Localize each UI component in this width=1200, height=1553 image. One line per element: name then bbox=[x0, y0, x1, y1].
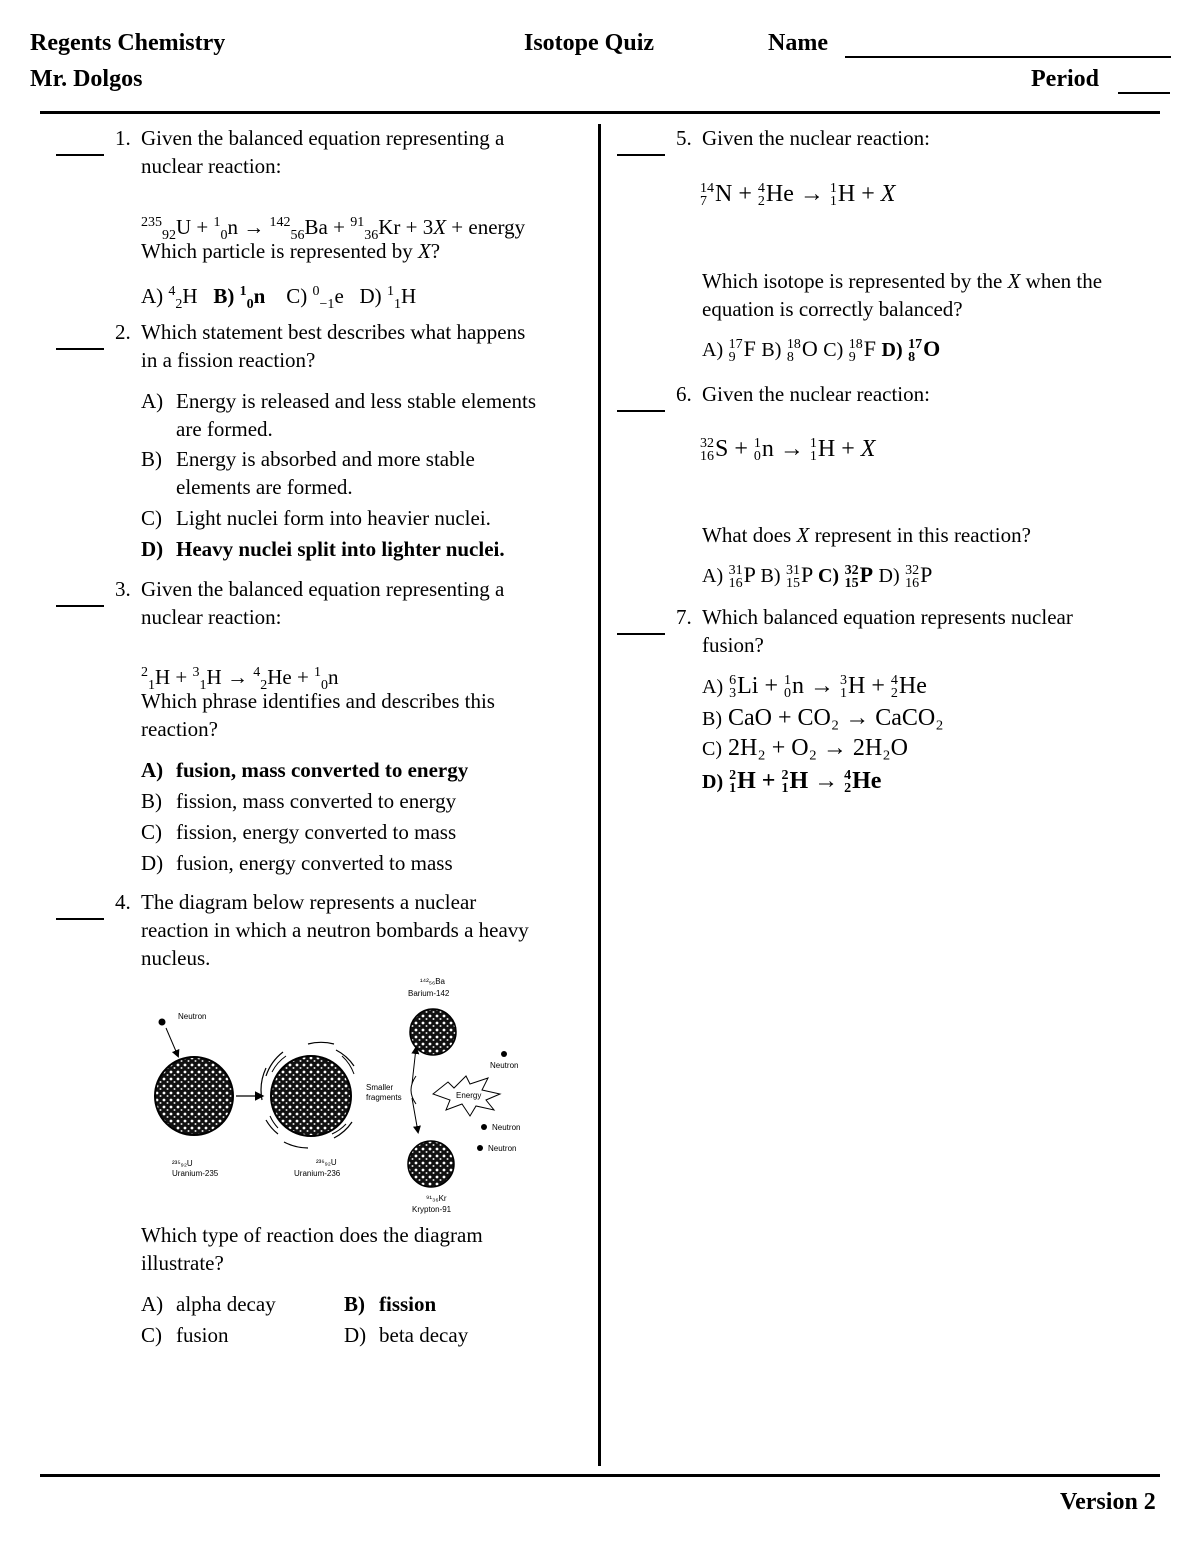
q3-text-line1: Given the balanced equation representing a bbox=[141, 577, 505, 601]
name-label: Name bbox=[768, 30, 828, 56]
q4-choice-d-label[interactable]: D) bbox=[344, 1323, 367, 1347]
q1-text-line2: nuclear reaction: bbox=[141, 154, 282, 178]
q2-choice-a-line2[interactable]: are formed. bbox=[176, 417, 273, 441]
q1-choices bbox=[141, 278, 416, 319]
q5-choice-a[interactable]: A) 17 9 F bbox=[702, 336, 756, 365]
q4-choice-a-label[interactable]: A) bbox=[141, 1292, 164, 1316]
question-number: 7. bbox=[676, 605, 692, 629]
q1-choice-c[interactable]: C) $^0_{-1}$e bbox=[286, 284, 344, 313]
question-number: 6. bbox=[676, 382, 692, 406]
q2-choice-c-label[interactable]: C) bbox=[141, 506, 162, 530]
neutron-label: Neutron bbox=[492, 1123, 521, 1132]
q6-question: What does X represent in this reaction? bbox=[702, 523, 1031, 547]
q4-choice-b-label[interactable]: B) bbox=[344, 1292, 365, 1316]
ba142-symbol: ¹⁴²₅₆Ba bbox=[420, 977, 445, 986]
fission-diagram bbox=[148, 972, 543, 1217]
q5-choices bbox=[702, 334, 940, 365]
q6-choice-c[interactable]: C) 32 15 P bbox=[817, 562, 874, 591]
q1-equation: $^{235}_{92}$U + $^1_0$n → $^{142}_{56}$Ba + $^{91}_{36}$Kr + 3X + energy bbox=[141, 215, 526, 244]
q5-question-line2: equation is correctly balanced? bbox=[702, 297, 963, 321]
barium-142-nucleus bbox=[410, 1009, 456, 1055]
q3-choice-c-label[interactable]: C) bbox=[141, 820, 162, 844]
q3-choice-a[interactable]: fusion, mass converted to energy bbox=[176, 758, 469, 782]
answer-blank-6[interactable] bbox=[617, 410, 665, 412]
q6-choices bbox=[702, 560, 932, 591]
q3-choice-b[interactable]: fission, mass converted to energy bbox=[176, 789, 457, 813]
q2-choice-b-line1[interactable]: Energy is absorbed and more stable bbox=[176, 447, 475, 471]
question-number: 4. bbox=[115, 890, 131, 914]
u235-label: Uranium-235 bbox=[172, 1169, 219, 1178]
q6-text-line1: Given the nuclear reaction: bbox=[702, 382, 930, 406]
q2-choice-b-line2[interactable]: elements are formed. bbox=[176, 475, 353, 499]
q5-equation: 14 7 N + 4 2 He → 1 1 H + X bbox=[700, 181, 896, 210]
neutron-particle bbox=[477, 1145, 483, 1151]
q7-choice-a[interactable]: A) 6 3 Li + 1 0 n → 3 1 H + 4 2 He bbox=[702, 673, 927, 702]
q6-choice-a[interactable]: A) 31 16 P bbox=[702, 562, 756, 591]
neutron-particle bbox=[481, 1124, 487, 1130]
energy-label: Energy bbox=[456, 1091, 482, 1100]
q2-choice-b-label[interactable]: B) bbox=[141, 447, 162, 471]
answer-blank-7[interactable] bbox=[617, 633, 665, 635]
q4-choice-c[interactable]: fusion bbox=[176, 1323, 229, 1347]
course-title: Regents Chemistry bbox=[30, 30, 226, 56]
q2-choice-d[interactable]: Heavy nuclei split into lighter nuclei. bbox=[176, 537, 505, 561]
q3-choice-b-label[interactable]: B) bbox=[141, 789, 162, 813]
q3-text-line2: nuclear reaction: bbox=[141, 605, 282, 629]
q6-choice-d[interactable]: D) 32 16 P bbox=[878, 562, 933, 591]
answer-blank-2[interactable] bbox=[56, 348, 104, 350]
column-divider bbox=[598, 124, 601, 1466]
neutron-particle bbox=[159, 1019, 166, 1026]
answer-blank-4[interactable] bbox=[56, 918, 104, 920]
q4-text-line1: The diagram below represents a nuclear bbox=[141, 890, 477, 914]
q3-equation: $^2_1$H + $^3_1$H → $^4_2$He + $^1_0$n bbox=[141, 665, 339, 694]
q5-text-line1: Given the nuclear reaction: bbox=[702, 126, 930, 150]
neutron-label: Neutron bbox=[490, 1061, 519, 1070]
question-number: 3. bbox=[115, 577, 131, 601]
u236-label: Uranium-236 bbox=[294, 1169, 341, 1178]
u235-symbol: ²³⁵₉₂U bbox=[172, 1159, 193, 1168]
q6-equation: 32 16 S + 1 0 n → 1 1 H + X bbox=[700, 436, 876, 465]
answer-blank-1[interactable] bbox=[56, 154, 104, 156]
q1-choice-b[interactable]: B) $^1_0$n bbox=[213, 284, 266, 313]
q2-choice-c[interactable]: Light nuclei form into heavier nuclei. bbox=[176, 506, 491, 530]
q4-choice-b[interactable]: fission bbox=[379, 1292, 437, 1316]
neutron-label: Neutron bbox=[488, 1144, 517, 1153]
q7-choice-d[interactable]: D) 2 1 H + 2 1 H → 4 2 He bbox=[702, 768, 882, 797]
q2-choice-a-line1[interactable]: Energy is released and less stable elements bbox=[176, 389, 536, 413]
q3-choice-d[interactable]: fusion, energy converted to mass bbox=[176, 851, 453, 875]
q1-choice-a[interactable]: A) $^4_2$H bbox=[141, 284, 198, 313]
uranium-236-nucleus bbox=[271, 1056, 351, 1136]
q2-text-line2: in a fission reaction? bbox=[141, 348, 316, 372]
kr91-symbol: ⁹¹₃₆Kr bbox=[426, 1194, 447, 1203]
q7-choice-c[interactable]: C) 2H₂ + O₂ → 2H₂O bbox=[702, 735, 908, 761]
kr91-label: Krypton-91 bbox=[412, 1205, 452, 1214]
neutron-label: Neutron bbox=[178, 1012, 207, 1021]
q1-text-line1: Given the balanced equation representing a bbox=[141, 126, 505, 150]
q4-text-line3: nucleus. bbox=[141, 946, 211, 970]
q4-choice-c-label[interactable]: C) bbox=[141, 1323, 162, 1347]
q2-choice-d-label[interactable]: D) bbox=[141, 537, 164, 561]
q7-choice-b[interactable]: B) CaO + CO₂ → CaCO₂ bbox=[702, 705, 944, 731]
q4-question-line1: Which type of reaction does the diagram bbox=[141, 1223, 483, 1247]
q3-choice-c[interactable]: fission, energy converted to mass bbox=[176, 820, 457, 844]
name-field[interactable] bbox=[845, 56, 1171, 58]
quiz-title: Isotope Quiz bbox=[524, 30, 655, 56]
header-rule bbox=[40, 111, 1160, 114]
uranium-235-nucleus bbox=[155, 1057, 233, 1135]
q4-choice-a[interactable]: alpha decay bbox=[176, 1292, 276, 1316]
q5-question-line1: Which isotope is represented by the X when the bbox=[702, 269, 1103, 293]
q5-choice-c[interactable]: C) 18 9 F bbox=[823, 336, 876, 365]
q1-question: Which particle is represented by X? bbox=[141, 239, 441, 263]
smaller-label: Smaller bbox=[366, 1083, 394, 1092]
neutron-particle bbox=[501, 1051, 507, 1057]
q5-choice-d[interactable]: D) 17 8 O bbox=[881, 336, 941, 365]
footer-rule bbox=[40, 1474, 1160, 1477]
q3-question-line2: reaction? bbox=[141, 717, 218, 741]
q4-question-line2: illustrate? bbox=[141, 1251, 224, 1275]
q6-choice-b[interactable]: B) 31 15 P bbox=[760, 562, 813, 591]
q7-text-line2: fusion? bbox=[702, 633, 764, 657]
q5-choice-b[interactable]: B) 18 8 O bbox=[761, 336, 818, 365]
teacher-name: Mr. Dolgos bbox=[30, 66, 143, 92]
q2-choice-a-label[interactable]: A) bbox=[141, 389, 164, 413]
period-field[interactable] bbox=[1118, 92, 1170, 94]
q4-text-line2: reaction in which a neutron bombards a heavy bbox=[141, 918, 529, 942]
q3-choice-d-label[interactable]: D) bbox=[141, 851, 164, 875]
question-number: 1. bbox=[115, 126, 131, 150]
krypton-91-nucleus bbox=[408, 1141, 454, 1187]
q2-text-line1: Which statement best describes what happens bbox=[141, 320, 526, 344]
u236-symbol: ²³⁶₉₂U bbox=[316, 1158, 337, 1167]
ba142-label: Barium-142 bbox=[408, 989, 450, 998]
answer-blank-5[interactable] bbox=[617, 154, 665, 156]
q4-choice-d[interactable]: beta decay bbox=[379, 1323, 469, 1347]
fragments-label: fragments bbox=[366, 1093, 402, 1102]
version-label: Version 2 bbox=[1060, 1489, 1156, 1515]
q3-question-line1: Which phrase identifies and describes this bbox=[141, 689, 495, 713]
q1-choice-d[interactable]: D) $^1_1$H bbox=[359, 284, 417, 313]
question-number: 2. bbox=[115, 320, 131, 344]
q3-choice-a-label[interactable]: A) bbox=[141, 758, 164, 782]
q7-text-line1: Which balanced equation represents nuclear bbox=[702, 605, 1073, 629]
answer-blank-3[interactable] bbox=[56, 605, 104, 607]
question-number: 5. bbox=[676, 126, 692, 150]
period-label: Period bbox=[1031, 66, 1099, 92]
